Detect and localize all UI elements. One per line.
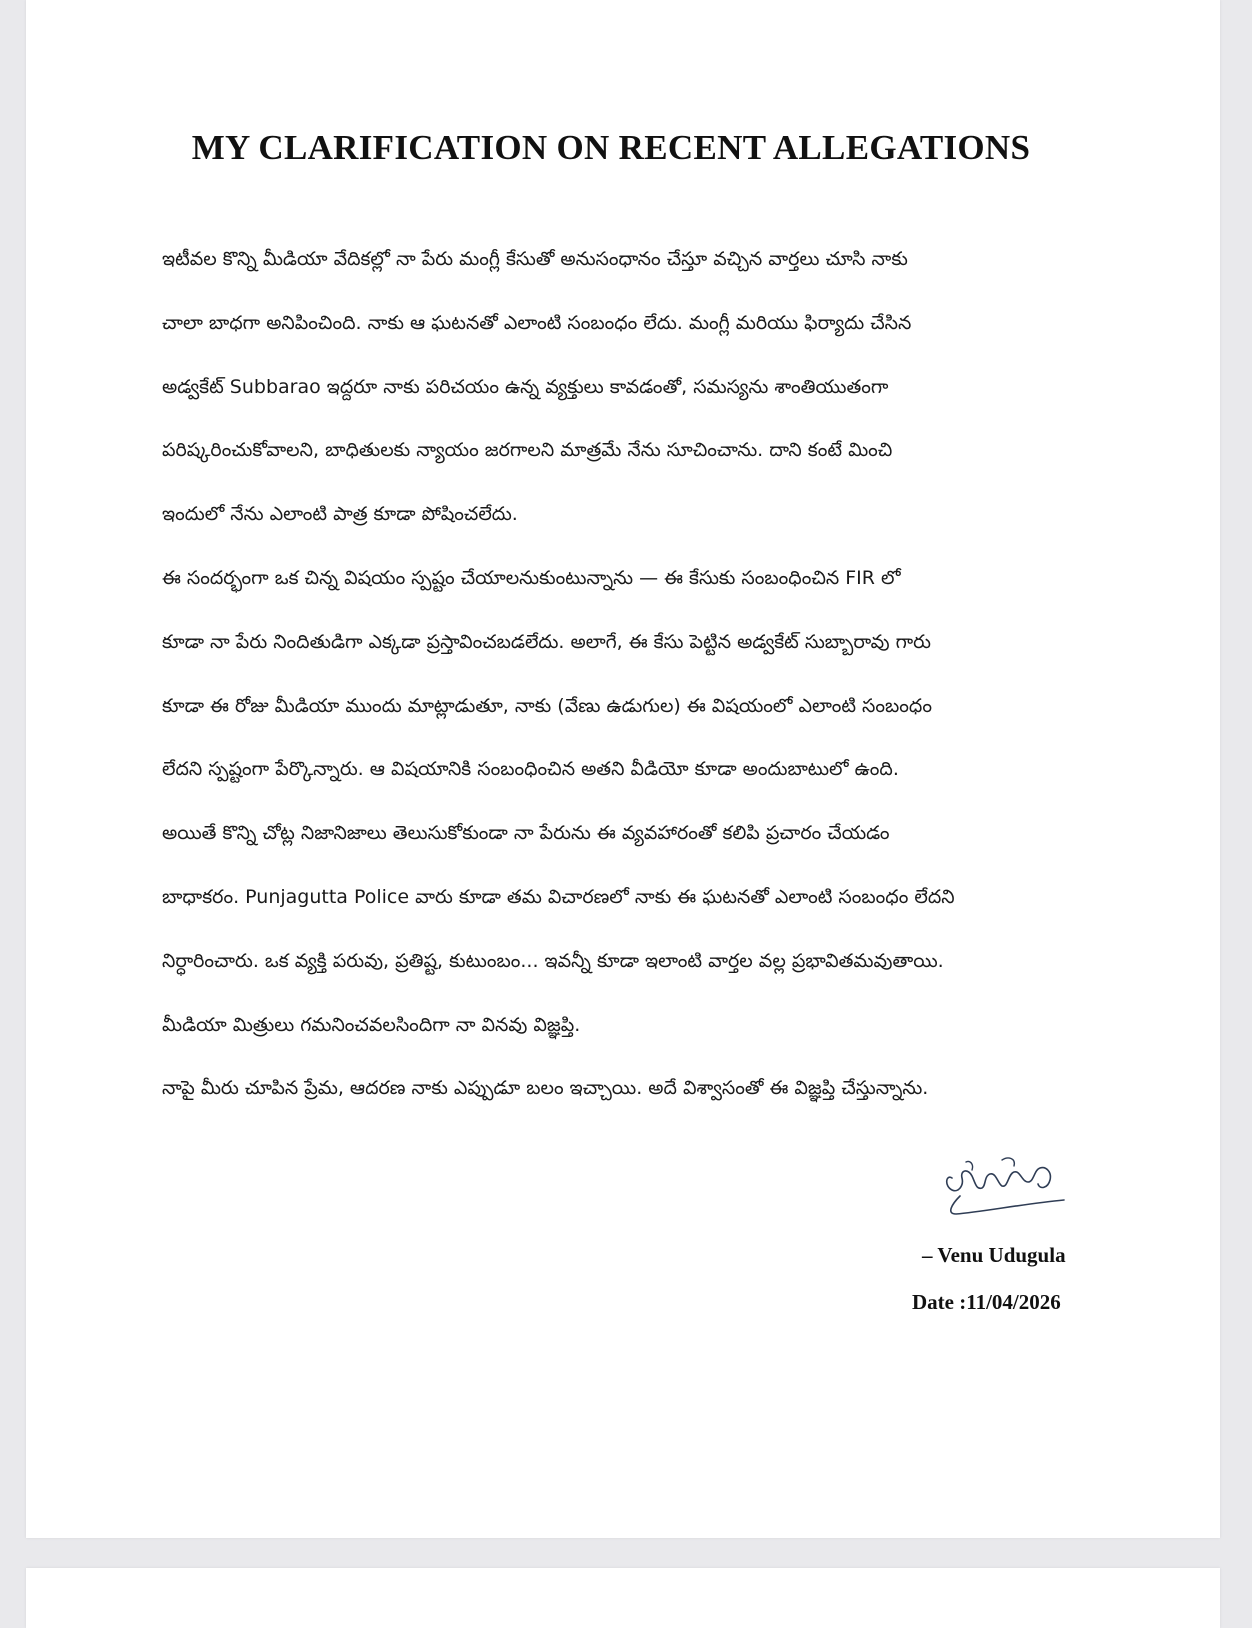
body-line: అడ్వకేట్ Subbarao ఇద్దరూ నాకు పరిచయం ఉన్న వ్యక్తులు కావడంతో, సమస్యను శాంతియుతంగా <box>162 375 889 398</box>
next-page-edge <box>26 1568 1220 1628</box>
body-line: పరిష్కరించుకోవాలని, బాధితులకు న్యాయం జరగాలని మాత్రమే నేను సూచించాను. దాని కంటే మించి <box>162 439 893 462</box>
body-line: కూడా ఈ రోజు మీడియా ముందు మాట్లాడుతూ, నాకు (వేణు ఉడుగుల) ఈ విషయంలో ఎలాంటి సంబంధం <box>162 694 932 717</box>
signature-name: – Venu Udugula <box>922 1243 1066 1267</box>
body-line: ఇటీవల కొన్ని మీడియా వేదికల్లో నా పేరు మంగ్లీ కేసుతో అనుసంధానం చేస్తూ వచ్చిన వార్తలు చూసి నాకు <box>162 248 908 270</box>
body-line: చాలా బాధగా అనిపించింది. నాకు ఆ ఘటనతో ఎలాంటి సంబంధం లేదు. మంగ్లీ మరియు ఫిర్యాదు చేసిన <box>162 311 912 334</box>
body-line: లేదని స్పష్టంగా పేర్కొన్నారు. ఆ విషయానికి సంబంధించిన అతని వీడియో కూడా అందుబాటులో ఉంది. <box>162 758 899 781</box>
document-title: MY CLARIFICATION ON RECENT ALLEGATIONS <box>191 128 1031 167</box>
body-line: అయితే కొన్ని చోట్ల నిజానిజాలు తెలుసుకోకుండా నా పేరును ఈ వ్యవహారంతో కలిపి ప్రచారం చేయడం <box>162 822 890 845</box>
document-date: Date :11/04/2026 <box>912 1290 1061 1314</box>
body-line: ఈ సందర్భంగా ఒక చిన్న విషయం స్పష్టం చేయాలనుకుంటున్నాను — ఈ కేసుకు సంబంధించిన FIR లో <box>162 566 901 589</box>
body-line: నాపై మీరు చూపిన ప్రేమ, ఆదరణ నాకు ఎప్పుడూ బలం ఇచ్చాయి. అదే విశ్వాసంతో ఈ విజ్ఞప్తి చేస్తున్నాను. <box>162 1077 929 1100</box>
body-line: బాధాకరం. Punjagutta Police వారు కూడా తమ విచారణలో నాకు ఈ ఘటనతో ఎలాంటి సంబంధం లేదని <box>162 885 955 908</box>
body-line: ఇందులో నేను ఎలాంటి పాత్ర కూడా పోషించలేదు. <box>162 503 518 526</box>
body-line: కూడా నా పేరు నిందితుడిగా ఎక్కడా ప్రస్తావించబడలేదు. అలాగే, ఈ కేసు పెట్టిన అడ్వకేట్ సుబ్బారావు గారు <box>162 630 931 653</box>
body-line: నిర్ధారించారు. ఒక వ్యక్తి పరువు, ప్రతిష్ట, కుటుంబం... ఇవన్నీ కూడా ఇలాంటి వార్తల వల్ల ప్రభావితమవుతాయి. <box>162 949 944 972</box>
document-body <box>162 244 1062 1137</box>
handwritten-signature <box>942 1152 1072 1230</box>
body-line: మీడియా మిత్రులు గమనించవలసిందిగా నా వినవు విజ్ఞప్తి. <box>162 1013 581 1036</box>
